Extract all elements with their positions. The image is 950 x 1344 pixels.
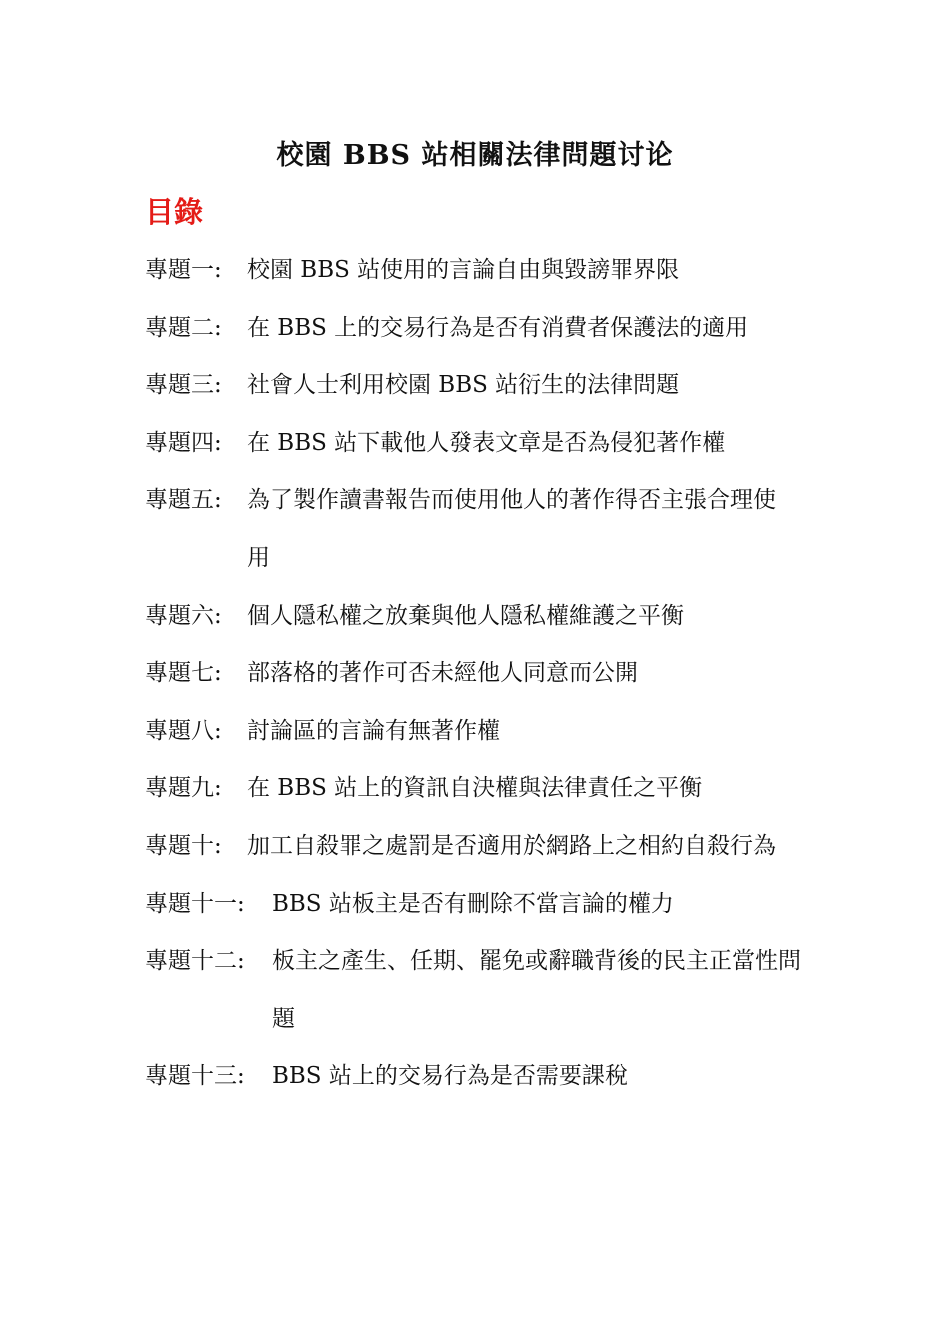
toc-item [145,760,845,818]
toc-item [145,645,845,703]
toc-item-text: 加工自殺罪之處罰是否適用於網路上之相約自殺行為 [247,832,776,859]
toc-item-text: 在 BBS 上的交易行為是否有消費者保護法的適用 [247,314,749,341]
toc-item-text: 社會人士利用校園 BBS 站衍生的法律問題 [247,372,680,399]
toc-item-text: 個人隱私權之放棄與他人隱私權維護之平衡 [247,602,684,629]
toc-item-text: BBS 站上的交易行為是否需要課稅 [272,1063,628,1090]
toc-item-label: 專題十二: [145,948,245,975]
toc-item-text: 討論區的言論有無著作權 [247,717,500,744]
toc-item-text: 板主之產生、任期、罷免或辭職背後的民主正當性問題 [272,948,801,1032]
toc-item-label: 專題七: [145,660,222,687]
toc-item-label: 專題一: [145,257,222,283]
toc-item [145,472,845,587]
toc-item-text: 為了製作讀書報告而使用他人的著作得否主張合理使用 [247,487,776,571]
toc-item [145,242,845,300]
toc-item [145,703,845,761]
toc-item [145,818,845,876]
toc-item-label: 專題四: [145,429,222,456]
toc-item-text: 部落格的著作可否未經他人同意而公開 [247,660,638,687]
toc-item-label: 專題二: [145,314,222,341]
toc-item-label: 專題十: [145,832,222,859]
toc-item [145,357,845,415]
toc-item [145,588,845,646]
toc-item-text: BBS 站板主是否有刪除不當言論的權力 [272,890,674,917]
toc-item-label: 專題六: [145,602,222,629]
toc-item-text: 在 BBS 站下載他人發表文章是否為侵犯著作權 [247,429,726,456]
toc-heading: 目錄 [145,195,204,229]
table-of-contents [145,242,845,1106]
toc-item-label: 專題三: [145,372,222,399]
toc-item [145,1048,845,1106]
toc-item-label: 專題十三: [145,1063,245,1090]
toc-item-text: 校園 BBS 站使用的言論自由與毀謗罪界限 [247,257,680,283]
toc-item-label: 專題九: [145,775,222,802]
toc-item-text: 在 BBS 站上的資訊自決權與法律責任之平衡 [247,775,703,802]
toc-item-label: 專題五: [145,487,222,514]
toc-item [145,415,845,473]
toc-item [145,876,845,934]
toc-item [145,933,845,1048]
toc-item-label: 專題十一: [145,890,245,917]
page-title: 校園 BBS 站相關法律問題讨论 [276,140,674,171]
toc-item [145,300,845,358]
toc-item-label: 專題八: [145,717,222,744]
